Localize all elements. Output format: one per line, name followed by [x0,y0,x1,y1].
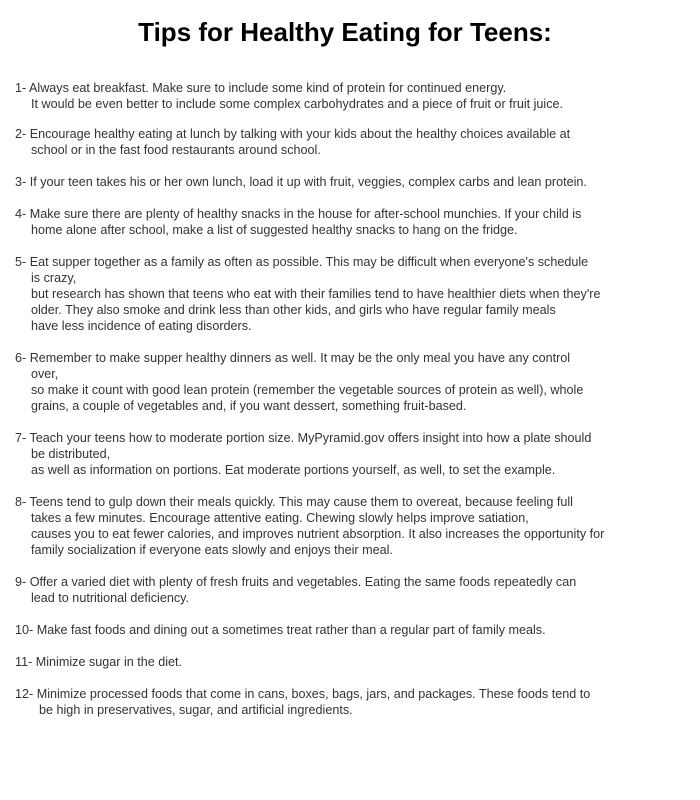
tip-12-line-2: be high in preservatives, sugar, and artificial ingredients. [39,703,353,717]
tip-2 [15,126,695,158]
tip-9 [15,574,695,606]
tip-8-line-4: family socialization if everyone eats slowly and enjoys their meal. [31,543,393,557]
tip-8-line-1: 8- Teens tend to gulp down their meals quickly. This may cause them to overeat, because feeling full [15,495,573,509]
tip-9-line-2: lead to nutritional deficiency. [31,591,189,605]
tip-6 [15,350,695,414]
tip-10 [15,622,695,638]
tip-8 [15,494,695,558]
tip-2-line-1: 2- Encourage healthy eating at lunch by talking with your kids about the healthy choices available at [15,127,571,141]
tip-6-line-2: over, [31,367,59,381]
tip-5-line-3: but research has shown that teens who eat with their families tend to have healthier diets when they're [31,287,601,301]
tip-7-line-2: be distributed, [31,447,111,461]
tip-4-line-2: home alone after school, make a list of suggested healthy snacks to hang on the fridge. [31,223,518,237]
tip-12 [15,686,695,718]
tip-8-line-2: takes a few minutes. Encourage attentive eating. Chewing slowly helps improve satiation, [31,511,529,525]
tip-6-line-1: 6- Remember to make supper healthy dinners as well. It may be the only meal you have any control [15,351,571,365]
tip-2-line-2: school or in the fast food restaurants around school. [31,143,321,157]
tip-4 [15,206,695,238]
tip-5 [15,254,695,334]
tip-5-line-2: is crazy, [31,271,77,285]
tip-8-line-3: causes you to eat fewer calories, and improves nutrient absorption. It also increases the opportunity for [31,527,605,541]
tip-3 [15,174,695,190]
tip-10-line-1: 10- Make fast foods and dining out a sometimes treat rather than a regular part of family meals. [15,623,546,637]
tip-11 [15,654,695,670]
tip-7-line-3: as well as information on portions. Eat moderate portions yourself, as well, to set the example. [31,463,556,477]
tip-5-line-1: 5- Eat supper together as a family as often as possible. This may be difficult when everyone's schedule [15,255,589,269]
tip-5-line-5: have less incidence of eating disorders. [31,319,252,333]
tip-7-line-1: 7- Teach your teens how to moderate portion size. MyPyramid.gov offers insight into how a plate should [15,431,592,445]
tip-12-line-1: 12- Minimize processed foods that come in cans, boxes, bags, jars, and packages. These foods tend to [15,687,591,701]
tip-1 [15,80,695,112]
page-title: Tips for Healthy Eating for Teens: [138,17,552,47]
tip-1-line-2: It would be even better to include some complex carbohydrates and a piece of fruit or fruit juice. [31,97,564,111]
tip-1-line-1: 1- Always eat breakfast. Make sure to include some kind of protein for continued energy. [15,81,507,95]
tip-9-line-1: 9- Offer a varied diet with plenty of fresh fruits and vegetables. Eating the same foods repeatedly can [15,575,577,589]
tip-6-line-4: grains, a couple of vegetables and, if you want dessert, something fruit-based. [31,399,467,413]
tip-7 [15,430,695,478]
tip-6-line-3: so make it count with good lean protein (remember the vegetable sources of protein as well), whole [31,383,584,397]
tip-4-line-1: 4- Make sure there are plenty of healthy snacks in the house for after-school munchies. If your child is [15,207,582,221]
tip-5-line-4: older. They also smoke and drink less than other kids, and girls who have regular family meals [31,303,556,317]
tip-3-line-1: 3- If your teen takes his or her own lunch, load it up with fruit, veggies, complex carbs and lean protein. [15,175,587,189]
tip-11-line-1: 11- Minimize sugar in the diet. [15,655,183,669]
